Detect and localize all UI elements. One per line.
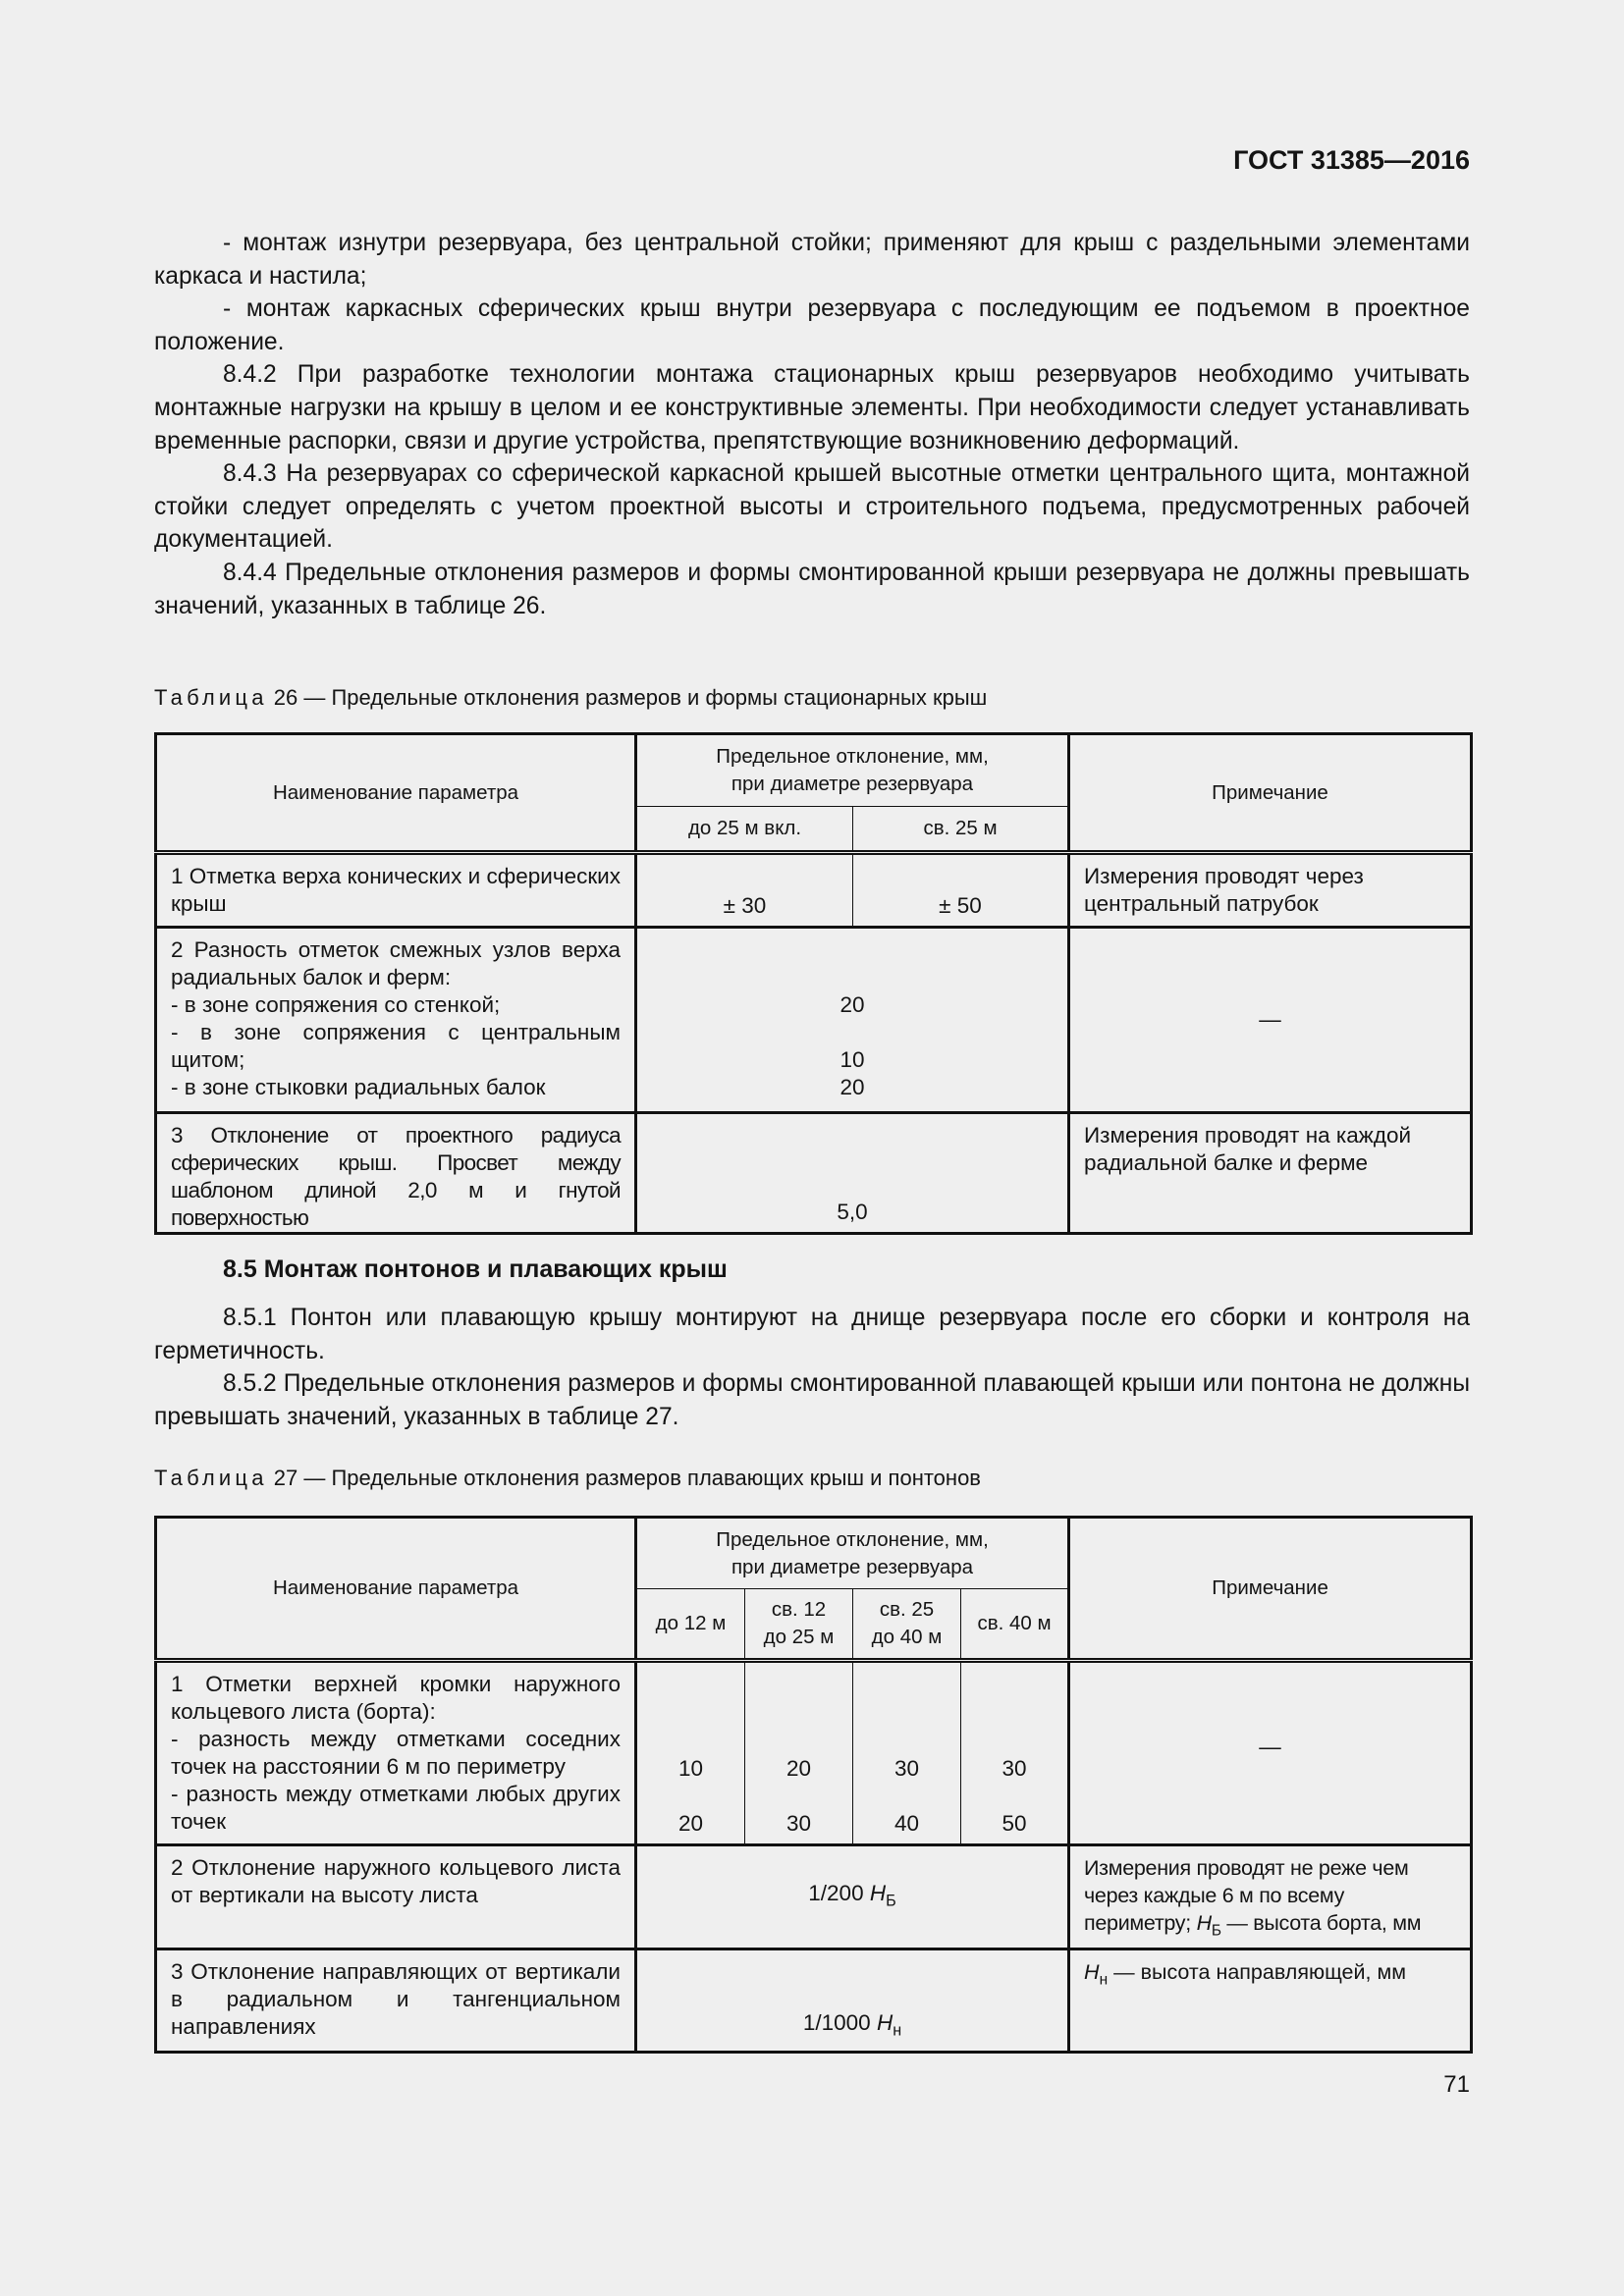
value-cell-merged xyxy=(636,928,1069,1113)
param-line: - разность между отметками любых других точек xyxy=(171,1782,621,1834)
table-row xyxy=(156,1845,1472,1949)
header-note: Примечание xyxy=(1069,734,1472,853)
header-sub-col: св. 25 м xyxy=(853,807,1069,853)
table-row xyxy=(156,1113,1472,1234)
table-row xyxy=(156,1949,1472,2053)
header-sub-col xyxy=(853,1589,961,1661)
value-line: 20 xyxy=(785,1756,812,1781)
note-subscript: Б xyxy=(1211,1922,1221,1940)
table-row xyxy=(156,1661,1472,1845)
note-subscript: н xyxy=(1099,1971,1109,1989)
note-cell: Измерения проводят через центральный патрубок xyxy=(1069,853,1472,928)
value-subscript: н xyxy=(893,2022,902,2040)
header-sub-col xyxy=(636,1589,745,1661)
value-cell-merged xyxy=(636,1949,1069,2053)
note-cell: Измерения проводят на каждой радиальной балке и ферме xyxy=(1069,1113,1472,1234)
param-cell xyxy=(156,928,636,1113)
note-cell: — xyxy=(1069,1661,1472,1845)
header-sub-line: св. 25 xyxy=(879,1598,935,1621)
table-27 xyxy=(154,1516,1473,2054)
page-number: 71 xyxy=(1443,2071,1470,2098)
note-variable: H xyxy=(1084,1960,1100,1984)
note-text: Измерения проводят не реже чем через каждые 6 м по всему периметру; xyxy=(1084,1856,1409,1935)
note-text: — высота борта, мм xyxy=(1226,1911,1422,1935)
value-line: 30 xyxy=(1001,1756,1027,1781)
value-variable: H xyxy=(876,2010,893,2036)
value-line: 20 xyxy=(839,1075,865,1099)
paragraph: 8.4.2 При разработке технологии монтажа стационарных крыш резервуаров необходимо учитывать монтажные нагрузки на крышу в целом и ее конструктивные элементы. При необходимости следует устанавливать временные распорки, связи и другие устройства, препятствующие возникновению деформаций. xyxy=(154,361,1470,454)
value-cell xyxy=(853,1661,961,1845)
header-deviation-group xyxy=(636,734,1069,807)
paragraph: 8.4.3 На резервуарах со сферической каркасной крышей высотные отметки центрального щита, монтажной стойки следует определять с учетом проектной высоты и строительного подъема, предусмотренных рабочей документацией. xyxy=(154,460,1470,554)
value-line: 50 xyxy=(1001,1811,1027,1836)
document-code: ГОСТ 31385—2016 xyxy=(1233,145,1470,175)
caption-word: Таблица xyxy=(154,1466,268,1490)
value-line: 20 xyxy=(839,992,865,1017)
header-sub-line: до 12 м xyxy=(655,1612,727,1634)
header-note: Примечание xyxy=(1069,1518,1472,1661)
value-cell-merged xyxy=(636,1845,1069,1949)
caption-text: 26 — Предельные отклонения размеров и формы стационарных крыш xyxy=(273,685,988,710)
header-sub-col xyxy=(961,1589,1069,1661)
value-cell xyxy=(636,1661,745,1845)
header-sub-line: св. 40 м xyxy=(977,1612,1052,1634)
value-cell: ± 30 xyxy=(636,853,853,928)
header-sub-line: св. 12 xyxy=(771,1598,827,1621)
intro-text xyxy=(154,227,1470,622)
header-sub-line: до 25 м xyxy=(763,1626,835,1648)
table26-caption xyxy=(154,685,987,711)
param-line: - в зоне сопряжения со стенкой; xyxy=(171,992,501,1017)
paragraph: 8.5.2 Предельные отклонения размеров и формы смонтированной плавающей крыши или понтона не должны превышать значений, указанных в таблице 27. xyxy=(154,1370,1470,1430)
paragraph: 8.4.4 Предельные отклонения размеров и формы смонтированной крыши резервуара не должны превышать значений, указанных в таблице 26. xyxy=(154,559,1470,619)
table-row xyxy=(156,928,1472,1113)
param-line: 1 Отметки верхней кромки наружного кольцевого листа (борта): xyxy=(171,1672,621,1724)
param-cell xyxy=(156,1661,636,1845)
param-line: - в зоне стыковки радиальных балок xyxy=(171,1075,546,1099)
table-row xyxy=(156,853,1472,928)
table27-caption xyxy=(154,1466,981,1491)
value-line: 10 xyxy=(839,1047,865,1072)
note-text: — высота направляющей, мм xyxy=(1113,1960,1407,1984)
value-cell: ± 50 xyxy=(853,853,1069,928)
param-line: - разность между отметками соседних точек на расстоянии 6 м по периметру xyxy=(171,1727,621,1779)
param-line: - в зоне сопряжения с центральным щитом; xyxy=(171,1020,621,1072)
header-sub-col: до 25 м вкл. xyxy=(636,807,853,853)
section-text xyxy=(154,1302,1470,1433)
header-group-line: при диаметре резервуара xyxy=(731,1555,974,1578)
value-line: 10 xyxy=(677,1756,704,1781)
value-fraction: 1/200 xyxy=(808,1880,864,1905)
header-param: Наименование параметра xyxy=(156,1518,636,1661)
param-cell: 3 Отклонение направляющих от вертикали в радиальном и тангенциальном направлениях xyxy=(156,1949,636,2053)
caption-text: 27 — Предельные отклонения размеров плавающих крыш и понтонов xyxy=(273,1466,981,1490)
value-line: 20 xyxy=(677,1811,704,1836)
param-cell: 1 Отметка верха конических и сферических крыш xyxy=(156,853,636,928)
note-cell xyxy=(1069,1949,1472,2053)
value-cell-merged: 5,0 xyxy=(636,1113,1069,1234)
note-cell: — xyxy=(1069,928,1472,1113)
value-fraction: 1/1000 xyxy=(802,2010,871,2036)
param-cell: 2 Отклонение наружного кольцевого листа от вертикали на высоту листа xyxy=(156,1845,636,1949)
param-cell: 3 Отклонение от проектного радиуса сферических крыш. Просвет между шаблоном длиной 2,0 м и гнутой поверхностью xyxy=(156,1113,636,1234)
header-sub-line: до 40 м xyxy=(871,1626,943,1648)
note-variable: H xyxy=(1196,1911,1212,1935)
paragraph: 8.5.1 Понтон или плавающую крышу монтируют на днище резервуара после его сборки и контроля на герметичность. xyxy=(154,1305,1470,1364)
header-deviation-group xyxy=(636,1518,1069,1589)
section-heading: 8.5 Монтаж понтонов и плавающих крыш xyxy=(223,1255,728,1283)
value-cell xyxy=(961,1661,1069,1845)
value-subscript: Б xyxy=(886,1892,896,1910)
header-group-line: Предельное отклонение, мм, xyxy=(716,745,989,768)
value-line: 30 xyxy=(893,1756,920,1781)
value-line: 30 xyxy=(785,1811,812,1836)
value-line: 40 xyxy=(893,1811,920,1836)
table-26 xyxy=(154,732,1473,1235)
header-group-line: при диаметре резервуара xyxy=(731,773,974,795)
param-line: 2 Разность отметок смежных узлов верха радиальных балок и ферм: xyxy=(171,937,621,989)
paragraph: - монтаж изнутри резервуара, без центральной стойки; применяют для крыш с раздельными элементами каркаса и настила; xyxy=(154,230,1470,290)
paragraph: - монтаж каркасных сферических крыш внутри резервуара с последующим ее подъемом в проектное положение. xyxy=(154,295,1470,355)
value-variable: H xyxy=(869,1880,887,1905)
header-sub-col xyxy=(745,1589,853,1661)
value-cell xyxy=(745,1661,853,1845)
caption-word: Таблица xyxy=(154,685,268,710)
header-group-line: Предельное отклонение, мм, xyxy=(716,1527,989,1551)
header-param: Наименование параметра xyxy=(156,734,636,853)
note-cell xyxy=(1069,1845,1472,1949)
